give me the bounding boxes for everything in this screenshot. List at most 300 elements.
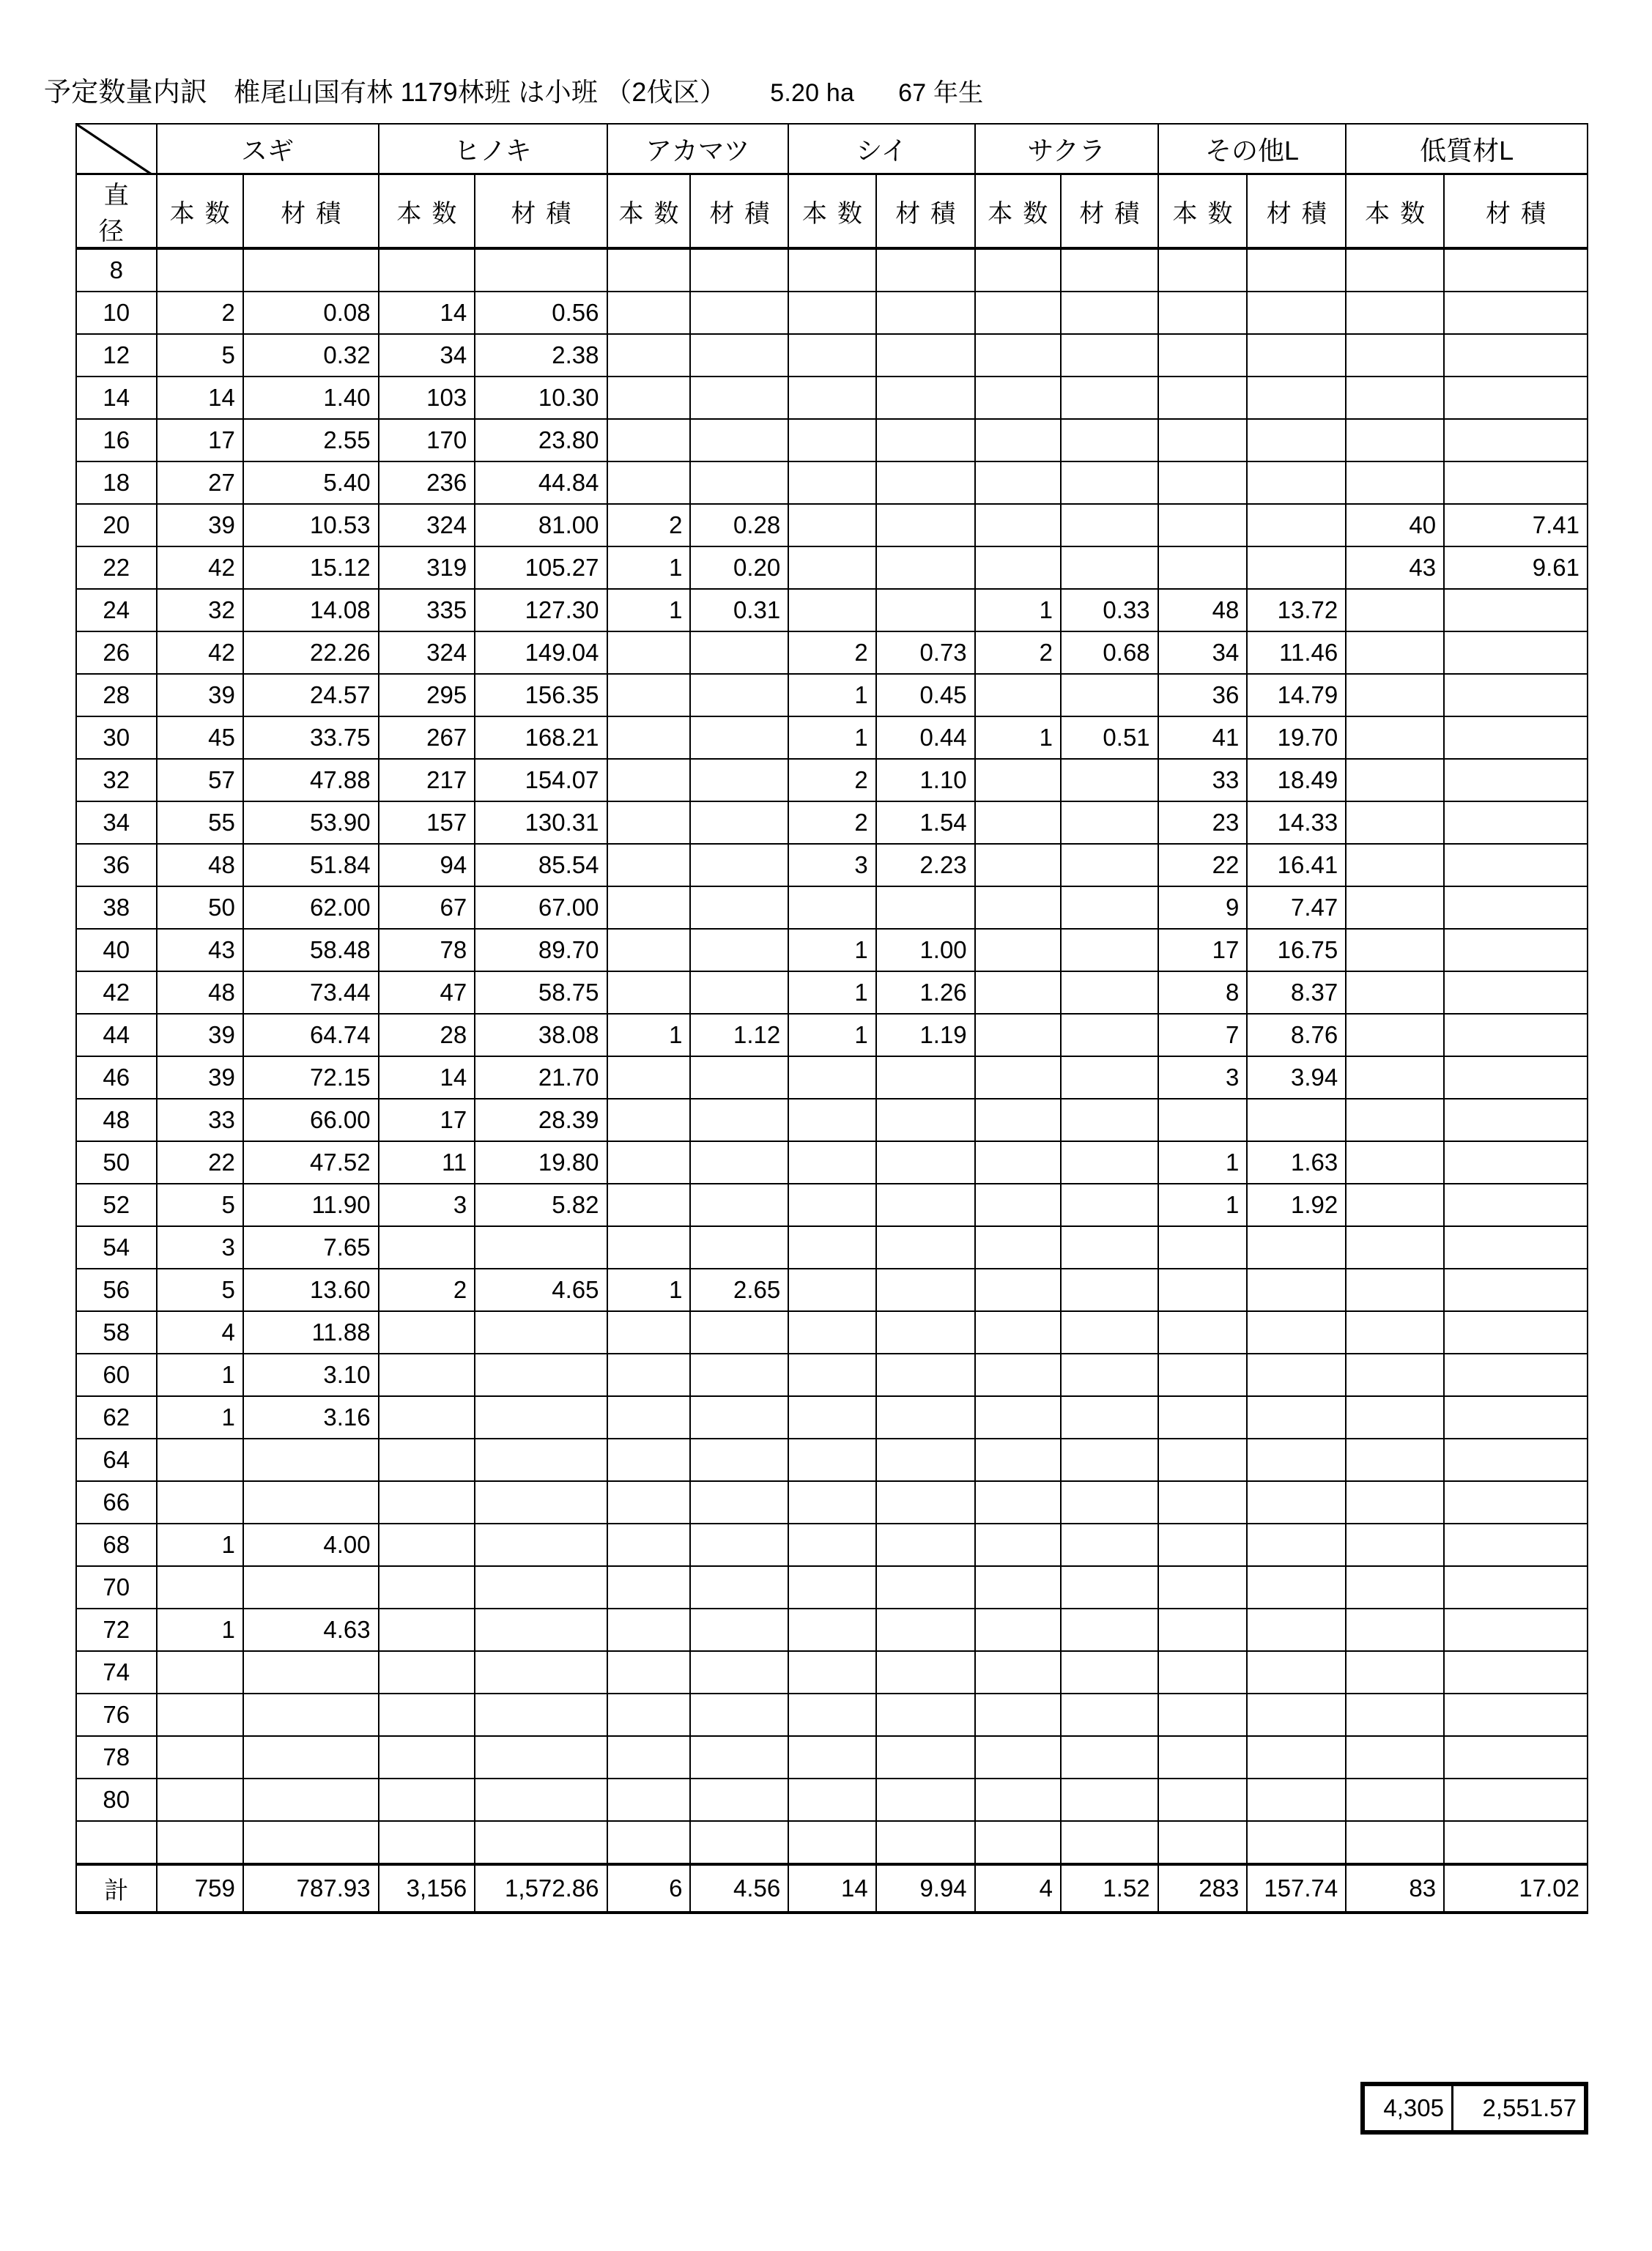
data-cell [475, 1311, 607, 1354]
data-cell: 67.00 [475, 886, 607, 929]
data-cell [1158, 1651, 1248, 1694]
data-cell [243, 1651, 379, 1694]
data-cell [1158, 1779, 1248, 1821]
table-row [76, 674, 1588, 716]
data-cell [1158, 248, 1248, 292]
data-cell: 21.70 [475, 1056, 607, 1099]
data-cell [607, 631, 691, 674]
inventory-table-wrapper [75, 123, 1588, 1914]
data-cell [1247, 1099, 1346, 1141]
data-cell [975, 886, 1061, 929]
data-cell [1346, 844, 1444, 886]
data-cell [1444, 589, 1588, 631]
data-cell [1444, 1099, 1588, 1141]
data-cell [975, 1354, 1061, 1396]
data-cell [975, 929, 1061, 971]
row-diameter: 58 [76, 1311, 157, 1354]
row-diameter: 74 [76, 1651, 157, 1694]
data-cell: 1 [1158, 1184, 1248, 1226]
data-cell: 50 [157, 886, 243, 929]
data-cell [1346, 292, 1444, 334]
data-cell [1158, 1354, 1248, 1396]
data-cell: 1 [975, 589, 1061, 631]
data-cell [379, 1481, 475, 1524]
data-cell [788, 1269, 875, 1311]
data-cell [975, 759, 1061, 801]
data-cell: 168.21 [475, 716, 607, 759]
data-cell: 1 [157, 1396, 243, 1439]
data-cell: 14.08 [243, 589, 379, 631]
row-diameter: 36 [76, 844, 157, 886]
data-cell [379, 1566, 475, 1609]
data-cell [607, 801, 691, 844]
data-cell: 2 [157, 292, 243, 334]
data-cell [1444, 1566, 1588, 1609]
data-cell [1158, 419, 1248, 461]
data-cell: 48 [157, 844, 243, 886]
table-row [76, 631, 1588, 674]
data-cell [975, 419, 1061, 461]
data-cell [876, 1694, 975, 1736]
data-cell [1444, 248, 1588, 292]
row-diameter: 44 [76, 1014, 157, 1056]
data-cell: 64.74 [243, 1014, 379, 1056]
data-cell: 7 [1158, 1014, 1248, 1056]
data-cell [788, 1226, 875, 1269]
data-cell [1061, 1779, 1158, 1821]
data-cell [1444, 1014, 1588, 1056]
data-cell: 1 [157, 1609, 243, 1651]
data-cell [1346, 1736, 1444, 1779]
data-cell [1158, 292, 1248, 334]
row-diameter: 30 [76, 716, 157, 759]
data-cell: 267 [379, 716, 475, 759]
data-cell [1346, 1566, 1444, 1609]
table-row [76, 1396, 1588, 1439]
data-cell: 1 [788, 971, 875, 1014]
data-cell [876, 1056, 975, 1099]
species-group-header-row [76, 124, 1588, 174]
inventory-table [75, 123, 1588, 1914]
data-cell [1247, 1779, 1346, 1821]
data-cell [690, 1311, 788, 1354]
data-cell: 44.84 [475, 461, 607, 504]
data-cell [1158, 1311, 1248, 1354]
data-cell: 0.45 [876, 674, 975, 716]
data-cell: 324 [379, 504, 475, 546]
data-cell: 72.15 [243, 1056, 379, 1099]
data-cell [1061, 1269, 1158, 1311]
data-cell [1444, 377, 1588, 419]
col-header-volume-sugi: 材積 [243, 174, 379, 249]
data-cell [379, 1354, 475, 1396]
data-cell [243, 1439, 379, 1481]
data-cell: 130.31 [475, 801, 607, 844]
row-diameter: 62 [76, 1396, 157, 1439]
data-cell: 2 [975, 631, 1061, 674]
data-cell [1061, 1226, 1158, 1269]
data-cell: 103 [379, 377, 475, 419]
data-cell: 47.52 [243, 1141, 379, 1184]
data-cell: 2.55 [243, 419, 379, 461]
data-cell [1247, 504, 1346, 546]
data-cell: 39 [157, 504, 243, 546]
data-cell: 23.80 [475, 419, 607, 461]
data-cell [379, 1311, 475, 1354]
row-diameter: 38 [76, 886, 157, 929]
data-cell [1061, 886, 1158, 929]
table-row [76, 1481, 1588, 1524]
row-diameter: 48 [76, 1099, 157, 1141]
data-cell [1444, 292, 1588, 334]
data-cell: 149.04 [475, 631, 607, 674]
total-cell: 787.93 [243, 1864, 379, 1913]
data-cell [1247, 419, 1346, 461]
data-cell: 85.54 [475, 844, 607, 886]
data-cell [607, 674, 691, 716]
row-diameter: 32 [76, 759, 157, 801]
data-cell [1061, 1311, 1158, 1354]
data-cell [1061, 419, 1158, 461]
data-cell [1444, 929, 1588, 971]
data-cell [1061, 1651, 1158, 1694]
data-cell: 0.68 [1061, 631, 1158, 674]
data-cell: 57 [157, 759, 243, 801]
data-cell: 55 [157, 801, 243, 844]
row-diameter: 54 [76, 1226, 157, 1269]
data-cell [1061, 1524, 1158, 1566]
data-cell [975, 1396, 1061, 1439]
diagonal-slash-icon [76, 124, 157, 174]
row-diameter: 60 [76, 1354, 157, 1396]
data-cell [1444, 1269, 1588, 1311]
row-diameter: 10 [76, 292, 157, 334]
species-header-hinoki: ヒノキ [379, 124, 607, 174]
row-diameter: 20 [76, 504, 157, 546]
data-cell: 43 [157, 929, 243, 971]
data-cell [1444, 1439, 1588, 1481]
title-label: 予定数量内訳 [44, 77, 208, 107]
grand-total-volume: 2,551.57 [1453, 2086, 1584, 2130]
data-cell [1247, 1821, 1346, 1864]
data-cell [1346, 377, 1444, 419]
data-cell [1346, 1779, 1444, 1821]
data-cell: 16.75 [1247, 929, 1346, 971]
data-cell [876, 886, 975, 929]
data-cell [1158, 504, 1248, 546]
data-cell [1158, 1524, 1248, 1566]
row-diameter: 24 [76, 589, 157, 631]
data-cell: 7.47 [1247, 886, 1346, 929]
data-cell: 217 [379, 759, 475, 801]
row-diameter: 70 [76, 1566, 157, 1609]
row-diameter: 76 [76, 1694, 157, 1736]
data-cell [690, 1736, 788, 1779]
data-cell [690, 844, 788, 886]
row-diameter: 12 [76, 334, 157, 377]
data-cell [788, 1651, 875, 1694]
data-cell [975, 461, 1061, 504]
data-cell [1158, 1694, 1248, 1736]
data-cell [788, 1141, 875, 1184]
data-cell [788, 377, 875, 419]
row-diameter: 64 [76, 1439, 157, 1481]
data-cell: 319 [379, 546, 475, 589]
data-cell [876, 546, 975, 589]
data-cell [1346, 1524, 1444, 1566]
data-cell: 3 [157, 1226, 243, 1269]
col-header-volume-hinoki: 材積 [475, 174, 607, 249]
data-cell [1061, 1184, 1158, 1226]
total-cell: 759 [157, 1864, 243, 1913]
table-row [76, 1354, 1588, 1396]
data-cell [876, 1481, 975, 1524]
data-cell [1444, 674, 1588, 716]
col-header-count-akamatsu: 本数 [607, 174, 691, 249]
data-cell: 48 [1158, 589, 1248, 631]
data-cell [607, 248, 691, 292]
data-cell [607, 1439, 691, 1481]
data-cell [876, 1609, 975, 1651]
data-cell [788, 1481, 875, 1524]
data-cell [1158, 1396, 1248, 1439]
table-row [76, 1566, 1588, 1609]
data-cell [1061, 1821, 1158, 1864]
data-cell: 0.08 [243, 292, 379, 334]
data-cell: 41 [1158, 716, 1248, 759]
data-cell [1346, 1099, 1444, 1141]
data-cell: 2 [607, 504, 691, 546]
data-cell [1061, 1694, 1158, 1736]
data-cell [876, 1269, 975, 1311]
data-cell [1444, 1141, 1588, 1184]
data-cell: 1 [788, 929, 875, 971]
data-cell [1247, 1481, 1346, 1524]
data-cell: 94 [379, 844, 475, 886]
data-cell [975, 1694, 1061, 1736]
data-cell: 1 [1158, 1141, 1248, 1184]
table-row [76, 801, 1588, 844]
data-cell [1346, 1014, 1444, 1056]
col-header-count-shii: 本数 [788, 174, 875, 249]
data-cell [1158, 461, 1248, 504]
col-header-volume-lowgrade: 材積 [1444, 174, 1588, 249]
data-cell: 156.35 [475, 674, 607, 716]
data-cell [475, 1396, 607, 1439]
data-cell [1444, 1736, 1588, 1779]
data-cell [690, 886, 788, 929]
data-cell [788, 886, 875, 929]
table-row [76, 377, 1588, 419]
data-cell [607, 1099, 691, 1141]
data-cell: 1 [607, 1269, 691, 1311]
data-cell: 38.08 [475, 1014, 607, 1056]
row-diameter: 28 [76, 674, 157, 716]
data-cell: 16.41 [1247, 844, 1346, 886]
data-cell [975, 546, 1061, 589]
data-cell: 335 [379, 589, 475, 631]
data-cell [1061, 248, 1158, 292]
data-cell [1346, 886, 1444, 929]
data-cell [876, 1226, 975, 1269]
row-diameter: 68 [76, 1524, 157, 1566]
table-row [76, 1779, 1588, 1821]
data-cell [975, 1014, 1061, 1056]
data-cell: 9 [1158, 886, 1248, 929]
data-cell [1346, 1226, 1444, 1269]
row-diameter: 80 [76, 1779, 157, 1821]
total-cell: 1.52 [1061, 1864, 1158, 1913]
col-header-volume-akamatsu: 材積 [690, 174, 788, 249]
data-cell [975, 377, 1061, 419]
data-cell [1444, 1481, 1588, 1524]
data-cell: 1.19 [876, 1014, 975, 1056]
table-row [76, 886, 1588, 929]
data-cell [788, 1821, 875, 1864]
data-cell [690, 1141, 788, 1184]
data-cell [975, 1184, 1061, 1226]
data-cell [876, 1779, 975, 1821]
data-cell [1061, 1141, 1158, 1184]
row-diameter: 14 [76, 377, 157, 419]
data-cell [975, 1651, 1061, 1694]
data-cell [1346, 1354, 1444, 1396]
data-cell: 105.27 [475, 546, 607, 589]
data-cell [1444, 1694, 1588, 1736]
data-cell: 43 [1346, 546, 1444, 589]
data-cell [379, 1524, 475, 1566]
data-cell [1346, 1439, 1444, 1481]
data-cell [788, 334, 875, 377]
measure-subheader-row [76, 174, 1588, 249]
data-cell [607, 759, 691, 801]
data-cell: 5 [157, 334, 243, 377]
data-cell [243, 1694, 379, 1736]
data-cell: 2 [379, 1269, 475, 1311]
data-cell [1158, 1099, 1248, 1141]
data-cell: 9.61 [1444, 546, 1588, 589]
data-cell [243, 1821, 379, 1864]
data-cell: 1.26 [876, 971, 975, 1014]
table-row [76, 1269, 1588, 1311]
data-cell [690, 631, 788, 674]
row-diameter: 46 [76, 1056, 157, 1099]
data-cell: 34 [379, 334, 475, 377]
data-cell [788, 1396, 875, 1439]
data-cell: 47 [379, 971, 475, 1014]
data-cell [1247, 248, 1346, 292]
data-cell [975, 1099, 1061, 1141]
data-cell [788, 1524, 875, 1566]
data-cell: 48 [157, 971, 243, 1014]
data-cell [475, 1736, 607, 1779]
table-row [76, 1736, 1588, 1779]
data-cell [475, 1609, 607, 1651]
data-cell: 33 [157, 1099, 243, 1141]
data-cell: 2.65 [690, 1269, 788, 1311]
table-row [76, 461, 1588, 504]
data-cell [1444, 886, 1588, 929]
data-cell: 170 [379, 419, 475, 461]
data-cell [975, 504, 1061, 546]
data-cell [1444, 971, 1588, 1014]
data-cell: 11.88 [243, 1311, 379, 1354]
data-cell [1061, 292, 1158, 334]
row-diameter: 72 [76, 1609, 157, 1651]
data-cell [607, 1141, 691, 1184]
data-cell: 17 [379, 1099, 475, 1141]
data-cell: 0.33 [1061, 589, 1158, 631]
data-cell [1444, 716, 1588, 759]
data-cell [975, 971, 1061, 1014]
data-cell [690, 1099, 788, 1141]
table-row [76, 716, 1588, 759]
data-cell [788, 1439, 875, 1481]
data-cell [1061, 844, 1158, 886]
data-cell [1444, 1184, 1588, 1226]
col-header-diameter: 直径 [76, 174, 157, 249]
data-cell [475, 1779, 607, 1821]
data-cell [876, 377, 975, 419]
data-cell [876, 1566, 975, 1609]
data-cell: 1 [157, 1524, 243, 1566]
table-row [76, 1311, 1588, 1354]
data-cell: 24.57 [243, 674, 379, 716]
data-cell: 5 [157, 1184, 243, 1226]
data-cell [607, 1609, 691, 1651]
data-cell: 2 [788, 801, 875, 844]
data-cell: 1.63 [1247, 1141, 1346, 1184]
data-cell [475, 1651, 607, 1694]
data-cell [1346, 1651, 1444, 1694]
data-cell [1346, 1396, 1444, 1439]
data-cell: 42 [157, 546, 243, 589]
data-cell: 78 [379, 929, 475, 971]
data-cell [690, 377, 788, 419]
data-cell [975, 1439, 1061, 1481]
data-cell: 1 [607, 1014, 691, 1056]
data-cell [876, 334, 975, 377]
data-cell [788, 504, 875, 546]
data-cell [975, 844, 1061, 886]
title-stand-age: 67 年生 [898, 79, 984, 107]
col-header-count-hinoki: 本数 [379, 174, 475, 249]
data-cell: 39 [157, 1014, 243, 1056]
data-cell [690, 971, 788, 1014]
data-cell [975, 1311, 1061, 1354]
total-cell: 83 [1346, 1864, 1444, 1913]
data-cell [607, 716, 691, 759]
data-cell [1158, 1821, 1248, 1864]
data-cell [1158, 377, 1248, 419]
data-cell [1444, 1226, 1588, 1269]
data-cell [1346, 1269, 1444, 1311]
data-cell [1061, 1566, 1158, 1609]
data-cell: 11.90 [243, 1184, 379, 1226]
data-cell: 4.00 [243, 1524, 379, 1566]
data-cell [475, 1821, 607, 1864]
data-cell: 0.31 [690, 589, 788, 631]
row-diameter: 8 [76, 248, 157, 292]
data-cell [1247, 1269, 1346, 1311]
data-cell [876, 1821, 975, 1864]
data-cell: 4.63 [243, 1609, 379, 1651]
data-cell [157, 1481, 243, 1524]
data-cell: 8.76 [1247, 1014, 1346, 1056]
data-cell [975, 334, 1061, 377]
data-cell: 2 [788, 759, 875, 801]
data-cell [690, 1779, 788, 1821]
